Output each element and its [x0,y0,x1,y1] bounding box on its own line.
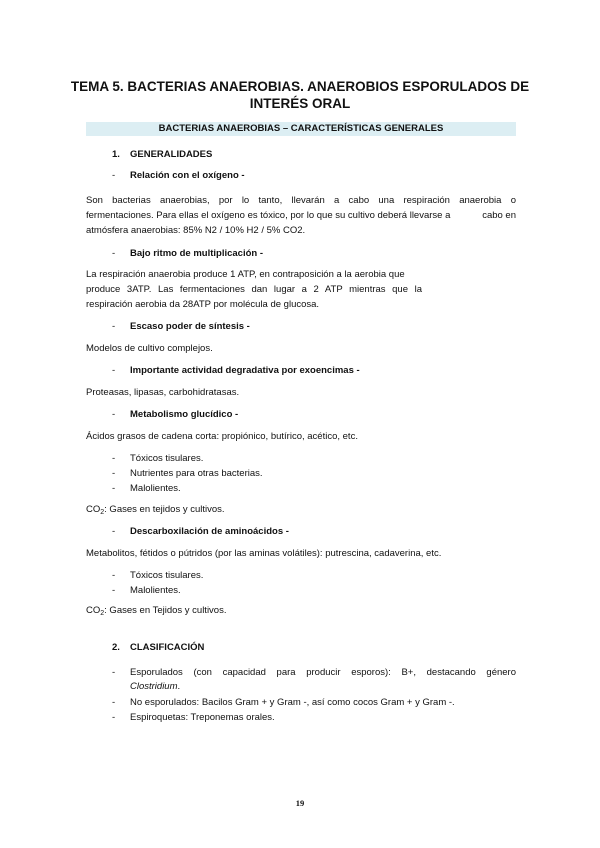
list-dash: - [112,585,116,596]
page-title [60,78,540,112]
list-item-text [130,680,516,694]
list-dash: - [112,483,116,494]
list-item [112,467,263,481]
heading-number: 1. [112,149,120,160]
dash-bullet: - [112,409,116,420]
subheading-decarboxylation: Descarboxilación de aminoácidos - [130,526,289,537]
genus-name: Clostridium [130,681,178,692]
para-line [86,208,516,223]
co2-line [86,604,226,618]
list-item-text: Malolientes. [130,483,181,494]
list-item [112,569,204,583]
heading-label: GENERALIDADES [130,149,213,160]
para-line: respiración aerobia da 28ATP por molécula de glucosa. [86,299,320,310]
para-line: Son bacterias anaerobias, por lo tanto, llevarán a cabo una respiración anaerobia o [86,195,516,206]
subheading-oxygen: Relación con el oxígeno - [130,170,245,181]
list-item-text: No esporulados: Bacilos Gram + y Gram -, así como cocos Gram + y Gram -. [130,697,455,708]
list-item [112,696,455,710]
co2-text: CO [86,504,101,515]
dash-bullet: - [112,248,116,259]
para-line: produce 3ATP. Las fermentaciones dan lugar a 2 ATP mientras que la [86,284,422,295]
title-line-2: INTERÉS ORAL [249,96,351,111]
dash-bullet: - [112,170,116,181]
page-number: 19 [295,798,305,808]
heading-clasificacion [112,641,204,655]
list-item-text: Espiroquetas: Treponemas orales. [130,712,275,723]
para-line: Ácidos grasos de cadena corta: propiónico, butírico, acético, etc. [86,431,358,442]
list-dash: - [112,570,116,581]
list-item [112,452,204,466]
dash-bullet: - [112,526,116,537]
para-line: La respiración anaerobia produce 1 ATP, en contraposición a la aerobia que [86,269,405,280]
subheading-multiplication: Bajo ritmo de multiplicación - [130,248,264,259]
co2-text: : Gases en tejidos y cultivos. [104,504,225,515]
list-item [112,584,181,598]
heading-number: 2. [112,642,120,653]
period: . [177,681,181,692]
co2-text: : Gases en Tejidos y cultivos. [104,605,227,616]
subheading-glucidic: Metabolismo glucídico - [130,409,239,420]
list-item [112,666,516,694]
list-dash: - [112,697,116,708]
list-item-text: Tóxicos tisulares. [130,453,204,464]
title-line-1: TEMA 5. BACTERIAS ANAEROBIAS. ANAEROBIOS ESPORULADOS DE [70,79,530,94]
heading-label: CLASIFICACIÓN [130,642,205,653]
dash-bullet: - [112,365,116,376]
subheading-synthesis: Escaso poder de síntesis - [130,321,250,332]
list-dash: - [112,712,116,723]
list-item [112,482,181,496]
co2-subscript: 2 [100,610,105,617]
list-dash: - [112,667,116,678]
para-line-text: fermentaciones. Para ellas el oxígeno es tóxico, por lo que su cultivo deberá llevarse a [86,210,451,221]
list-dash: - [112,468,116,479]
co2-subscript: 2 [100,509,105,516]
list-item-text: Malolientes. [130,585,181,596]
list-item-text: Esporulados (con capacidad para producir esporos): B+, destacando género [130,667,516,678]
co2-text: CO [86,605,101,616]
heading-generalidades [112,148,212,162]
co2-line [86,503,225,517]
list-item [112,711,275,725]
para-line: Proteasas, lipasas, carbohidratasas. [86,387,240,398]
para-line: Metabolitos, fétidos o pútridos (por las aminas volátiles): putrescina, cadaverina, etc. [86,548,442,559]
subheading-exoenzymes: Importante actividad degradativa por exoencimas - [130,365,360,376]
list-dash: - [112,453,116,464]
paragraph-oxygen [86,193,516,238]
dash-bullet: - [112,321,116,332]
para-line: Modelos de cultivo complejos. [86,343,213,354]
list-item-text: Nutrientes para otras bacterias. [130,468,263,479]
section-header-bar: BACTERIAS ANAEROBIAS – CARACTERÍSTICAS GENERALES [86,122,516,136]
list-item-text: Tóxicos tisulares. [130,570,204,581]
para-line-text: cabo en [482,210,516,221]
para-line: atmósfera anaerobias: 85% N2 / 10% H2 / 5% CO2. [86,225,306,236]
